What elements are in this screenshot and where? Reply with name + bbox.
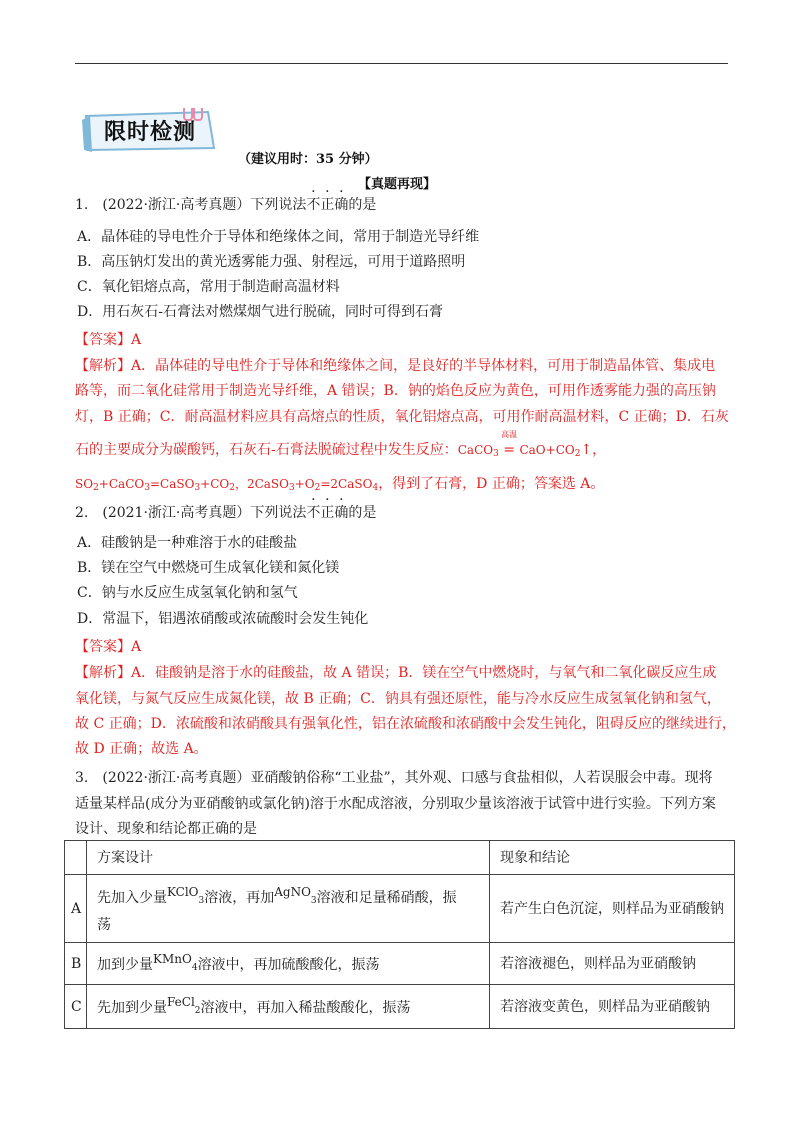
q2-analysis-line: 故 C 正确；D．浓硫酸和浓硝酸具有强氧化性，铝在浓硫酸和浓硝酸中会发生钝化，阻碍反应的继续进行，: [75, 716, 736, 732]
options-table: [64, 840, 735, 1029]
suggested-time: （建议用时：35 分钟）: [238, 152, 378, 167]
table-header-row: [65, 841, 735, 875]
q1-stem: 1. (2022·浙江·高考真题）下列说法不正确的是: [75, 197, 377, 213]
row-result: 若产生白色沉淀，则样品为亚硝酸钠: [490, 875, 735, 943]
table-row: [65, 985, 735, 1029]
header-cell-plan: 方案设计: [87, 841, 490, 875]
q3-stem-line: 3. (2022·浙江·高考真题）亚硝酸钠俗称“工业盐”，其外观、口感与食盐相似，人若误服会中毒。现将: [75, 770, 713, 786]
q2-analysis-line: 氧化镁，与氮气反应生成氮化镁，故 B 正确；C．钠具有强还原性，能与冷水反应生成氢氧化钠和氢气，: [75, 691, 721, 707]
row-plan: 先加入少量KClO3溶液，再加AgNO3溶液和足量稀硝酸，振 荡: [87, 875, 490, 943]
q1-analysis-line: 【解析】A．晶体硅的导电性介于导体和绝缘体之间，是良好的半导体材料，可用于制造晶体管、集成电: [75, 358, 716, 374]
q1-analysis-equation-1: 石的主要成分为碳酸钙，石灰石-石膏法脱硫过程中发生反应：CaCO$_3$ 高温 = $CaO+CO_2↑$，: [75, 430, 607, 459]
q2-analysis-line: 【解析】A．硅酸钠是溶于水的硅酸盐，故 A 错误；B．镁在空气中燃烧时，与氧气和二氧化碳反应生成: [75, 665, 717, 681]
q1-answer: 【答案】A: [75, 332, 142, 348]
q1-option-d: D．用石灰石-石膏法对燃煤烟气进行脱硫，同时可得到石膏: [77, 304, 443, 320]
q1-analysis-equation-2: $SO_2+CaCO_3=CaSO_3+CO_2$，$2CaSO_3+O_2=2CaSO_4$，得到了石膏，D 正确；答案选 A。: [75, 476, 605, 493]
badge-title: 限时检测: [103, 120, 196, 145]
row-label: B: [65, 943, 87, 985]
row-plan: 先加到少量FeCl2溶液中，再加入稀盐酸酸化，振荡: [87, 985, 490, 1029]
q2-option-d: D．常温下，铝遇浓硝酸或浓硫酸时会发生钝化: [77, 611, 369, 627]
q3-stem-line: 适量某样品(成分为亚硝酸钠或氯化钠)溶于水配成溶液，分别取少量该溶液于试管中进行实验。下列方案: [75, 796, 716, 812]
q1-analysis-line: 路等，而二氧化硅常用于制造光导纤维，A 错误；B．钠的焰色反应为黄色，可用作透雾能力强的高压钠: [75, 383, 716, 399]
q2-option-a: A．硅酸钠是一种难溶于水的硅酸盐: [77, 535, 298, 551]
section-badge: [80, 108, 218, 150]
q1-option-c: C．氧化铝熔点高，常用于制造耐高温材料: [77, 279, 340, 295]
top-rule: [75, 63, 728, 64]
row-result: 若溶液褪色，则样品为亚硝酸钠: [490, 943, 735, 985]
table-row: [65, 875, 735, 943]
q2-analysis-line: 故 D 正确；故选 A。: [75, 741, 208, 757]
q1-analysis-line: 灯，B 正确；C．耐高温材料应具有高熔点的性质，氧化铝熔点高，可用作耐高温材料，C 正确；D．石灰: [75, 409, 729, 425]
row-plan: 加到少量KMnO4溶液中，再加硫酸酸化，振荡: [87, 943, 490, 985]
q2-stem: 2. (2021·浙江·高考真题）下列说法不正确的是: [75, 505, 377, 521]
row-label: A: [65, 875, 87, 943]
row-result: 若溶液变黄色，则样品为亚硝酸钠: [490, 985, 735, 1029]
q2-answer: 【答案】A: [75, 639, 142, 655]
row-label: C: [65, 985, 87, 1029]
section-title: 【真题再现】: [358, 177, 437, 192]
q1-option-b: B．高压钠灯发出的黄光透雾能力强、射程远，可用于道路照明: [77, 254, 466, 270]
q2-option-c: C．钠与水反应生成氢氧化钠和氢气: [77, 585, 298, 601]
q3-stem-line: 设计、现象和结论都正确的是: [75, 821, 257, 837]
q2-option-b: B．镁在空气中燃烧可生成氧化镁和氮化镁: [77, 560, 340, 576]
table-row: [65, 943, 735, 985]
header-cell-result: 现象和结论: [490, 841, 735, 875]
q1-option-a: A．晶体硅的导电性介于导体和绝缘体之间，常用于制造光导纤维: [77, 229, 480, 245]
header-cell: [65, 841, 87, 875]
